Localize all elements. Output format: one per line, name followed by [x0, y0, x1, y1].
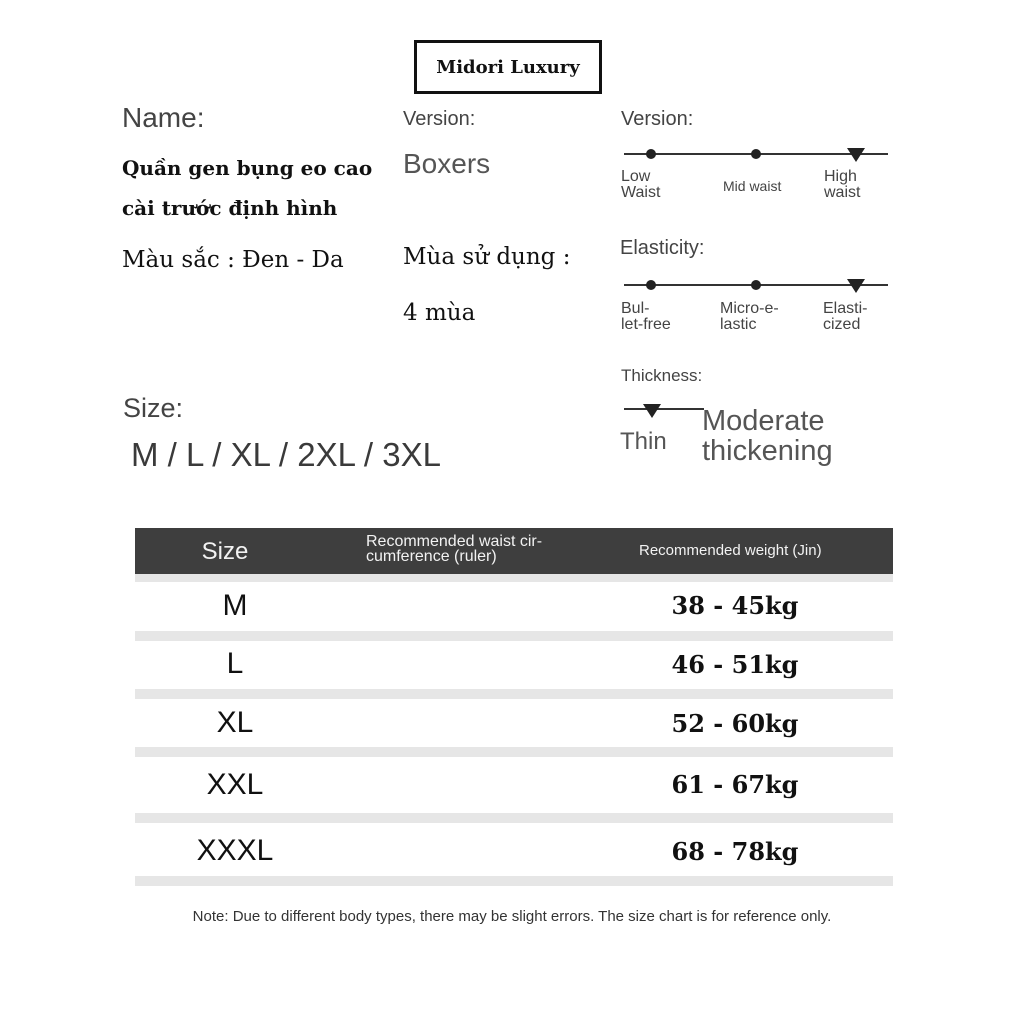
table-cell-weight: 68 - 78kg	[671, 837, 799, 866]
elasticity-b-label: Micro-e- lastic	[720, 300, 779, 333]
product-name-line-1: Quần gen bụng eo cao	[122, 156, 373, 180]
version-value: Boxers	[403, 148, 491, 179]
row-separator	[135, 747, 893, 757]
table-cell-weight: 61 - 67kg	[671, 770, 799, 799]
size-label: Size:	[123, 393, 184, 423]
table-header	[135, 528, 893, 574]
version-scale-title: Version:	[621, 108, 694, 130]
header-weight: Recommended weight (Jin)	[639, 542, 822, 559]
table-cell-weight: 52 - 60kg	[671, 709, 799, 738]
elasticity-b-marker	[751, 280, 761, 290]
thickness-thin-label: Thin	[620, 428, 667, 455]
version-low-label: Low Waist	[621, 168, 661, 201]
header-size: Size	[201, 538, 249, 565]
header-waist: Recommended waist cir- cumference (ruler)	[366, 533, 543, 565]
elasticity-selected-indicator	[847, 279, 865, 293]
table-cell-weight: 38 - 45kg	[671, 591, 799, 620]
version-mid-label: Mid waist	[723, 178, 782, 194]
table-cell-size: XXL	[206, 768, 264, 801]
product-name-line-2: cài trước định hình	[122, 196, 338, 220]
thickness-selected-indicator	[643, 404, 661, 418]
version-selected-indicator	[847, 148, 865, 162]
table-cell-size: XL	[216, 706, 254, 739]
season-label: Mùa sử dụng :	[403, 244, 571, 270]
row-separator	[135, 689, 893, 699]
table-cell-size: M	[222, 589, 248, 622]
name-label: Name:	[122, 102, 205, 133]
elasticity-a-marker	[646, 280, 656, 290]
row-separator	[135, 574, 893, 582]
version-mid-marker	[751, 149, 761, 159]
thickness-scale-title: Thickness:	[621, 366, 703, 385]
table-cell-weight: 46 - 51kg	[671, 650, 799, 679]
brand-title: Midori Luxury	[414, 40, 602, 94]
version-label: Version:	[403, 108, 476, 130]
table-cell-size: XXXL	[196, 834, 274, 867]
elasticity-a-label: Bul- let-free	[621, 300, 671, 333]
table-cell-size: L	[226, 647, 244, 680]
version-low-marker	[646, 149, 656, 159]
thickness-moderate-label: Moderate thickening	[702, 405, 833, 467]
footnote: Note: Due to different body types, there may be slight errors. The size chart is for reference only.	[192, 908, 832, 925]
size-list: M / L / XL / 2XL / 3XL	[131, 436, 441, 473]
elasticity-scale-title: Elasticity:	[620, 237, 705, 259]
row-separator	[135, 876, 893, 886]
row-separator	[135, 813, 893, 823]
version-high-label: High waist	[824, 168, 861, 201]
season-value: 4 mùa	[403, 300, 476, 326]
thickness-scale-line	[624, 408, 704, 410]
row-separator	[135, 631, 893, 641]
color-label: Màu sắc : Đen - Da	[122, 247, 344, 273]
elasticity-c-label: Elasti- cized	[823, 300, 868, 333]
